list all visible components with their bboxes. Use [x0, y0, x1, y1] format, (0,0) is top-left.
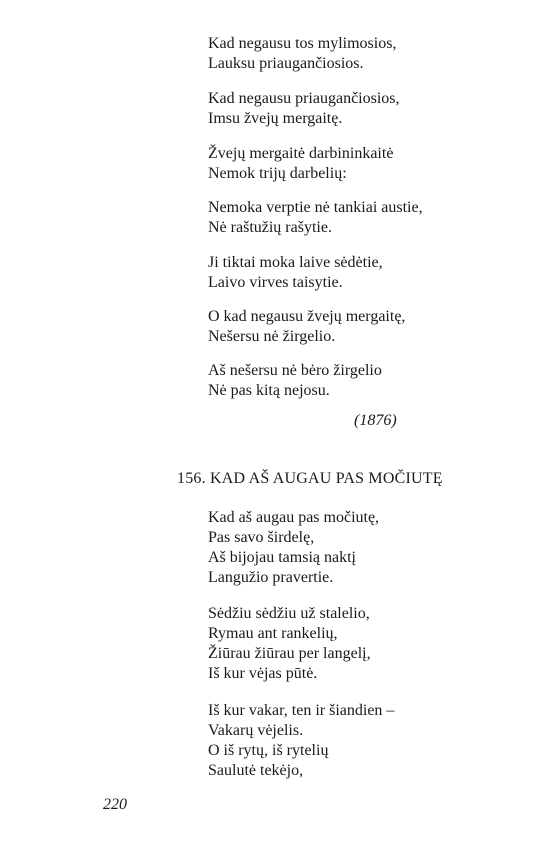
stanza — [208, 701, 394, 781]
verse-line: Iš kur vėjas pūtė. — [208, 665, 318, 682]
verse-line: Saulutė tekėjo, — [208, 762, 304, 779]
verse-line: Pas savo širdelę, — [208, 529, 315, 546]
verse-line: Kad aš augau pas močiutę, — [208, 509, 380, 526]
verse-line: Nemok trijų darbelių: — [208, 165, 347, 182]
page-number: 220 — [103, 796, 127, 813]
stanza — [208, 89, 400, 129]
verse-line: Rymau ant rankelių, — [208, 625, 338, 642]
verse-line: Imsu žvejų mergaitę. — [208, 110, 343, 127]
verse-line: Aš nešersu nė bėro žirgelio — [208, 362, 382, 379]
poem-title: 156. KAD AŠ AUGAU PAS MOČIUTĘ — [177, 470, 443, 487]
stanza — [208, 508, 379, 588]
verse-line: Nemoka verptie nė tankiai austie, — [208, 199, 423, 216]
verse-line: Nė pas kitą nejosu. — [208, 382, 330, 399]
verse-line: Vakarų vėjelis. — [208, 722, 304, 739]
verse-line: O iš rytų, iš rytelių — [208, 742, 329, 759]
stanza — [208, 307, 405, 347]
stanza — [208, 253, 383, 293]
verse-line: Kad negausu tos mylimosios, — [208, 35, 397, 52]
verse-line: Nė raštužių rašytie. — [208, 219, 332, 236]
poem-date: (1876) — [354, 412, 397, 429]
verse-line: Žvejų mergaitė darbininkaitė — [208, 145, 394, 162]
stanza — [208, 361, 382, 401]
verse-line: Sėdžiu sėdžiu už stalelio, — [208, 605, 370, 622]
stanza — [208, 144, 393, 184]
verse-line: Aš bijojau tamsią naktį — [208, 549, 356, 566]
verse-line: Nešersu nė žirgelio. — [208, 328, 336, 345]
verse-line: Žiūrau žiūrau per langelį, — [208, 645, 371, 662]
verse-line: Laivo virves taisytie. — [208, 274, 343, 291]
verse-line: Langužio pravertie. — [208, 569, 334, 586]
verse-line: Ji tiktai moka laive sėdėtie, — [208, 254, 383, 271]
stanza — [208, 34, 396, 74]
verse-line: Lauksu priaugančiosios. — [208, 55, 364, 72]
stanza — [208, 198, 423, 238]
verse-line: O kad negausu žvejų mergaitę, — [208, 308, 406, 325]
verse-line: Kad negausu priaugančiosios, — [208, 90, 400, 107]
stanza — [208, 604, 371, 684]
verse-line: Iš kur vakar, ten ir šiandien – — [208, 702, 395, 719]
